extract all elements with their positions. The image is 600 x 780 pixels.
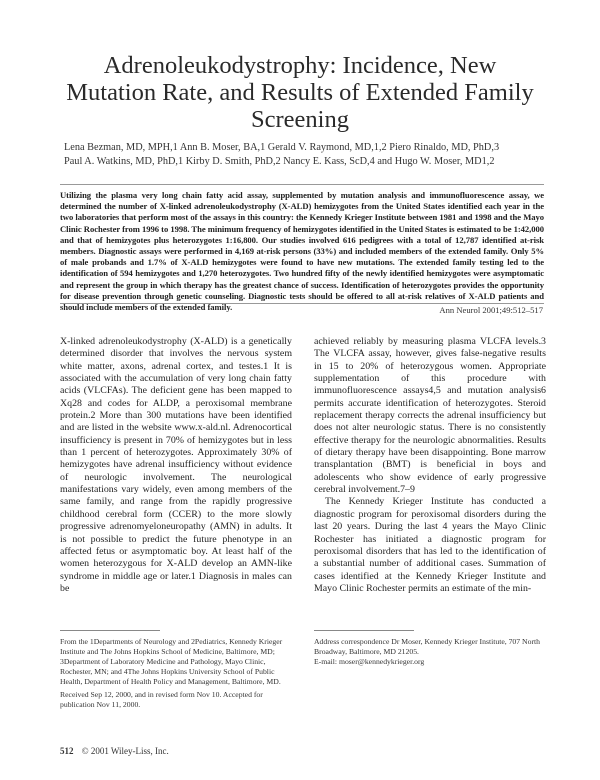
article-title: Adrenoleukodystrophy: Incidence, New Mutation Rate, and Results of Extended Family Screening <box>66 52 534 133</box>
body-paragraph: X-linked adrenoleukodystrophy (X-ALD) is a genetically determined disorder that involves the nervous system white matter, axons, adrenal cortex, and testes.1 It is associated with the accumulation of very long chain fatty acids (VLCFAs). The deficient gene has been mapped to Xq28 and codes for ALDP, a peroxisomal membrane protein.2 More than 300 mutations have been identified and are listed in the website www.x-ald.nl. Adrenocortical insufficiency is present in 70% of hemizygotes but in less than 1 percent of heterozygotes. Approximately 30% of hemizygotes have adrenal insufficiency without evidence of neurologic involvement. The neurological manifestations vary widely, even among members of the same family, and range from the rapidly progressive childhood cerebral form (CCER) to the more slowly progressive adrenomyeloneuropathy (AMN) in adults. It is not possible to predict the future phenotype in an affected fetus or asymptomatic boy. At least half of the women heterozygous for X-ALD develop an AMN-like syndrome in middle age or later.1 Diagnosis in males can be <box>60 336 292 594</box>
affiliations-footnote: From the 1Departments of Neurology and 2Pediatrics, Kennedy Krieger Institute and The Johns Hopkins School of Medicine, Baltimore, MD; 3Department of Laboratory Medicine and Pathology, Mayo Clinic, Rochester, MN; and 4The Johns Hopkins University School of Public Health, Department of Health Policy and Management, Baltimore, MD. <box>60 637 283 686</box>
abstract-text: Utilizing the plasma very long chain fatty acid assay, supplemented by mutation analysis and immunofluorescence assay, we determined the number of X-linked adrenoleukodystrophy (X-ALD) hemizygotes from the United States identified each year in the two laboratories that perform most of the assays in this country: the Kennedy Krieger Institute between 1981 and 1998 and the Mayo Clinic Rochester from 1996 to 1998. The minimum frequency of hemizygotes identified in the United States is estimated to be 1:42,000 and that of hemizygotes plus heterozygotes 1:16,800. Our studies involved 616 pedigrees with a total of 12,787 identified at-risk members. Diagnostic assays were performed in 4,169 at-risk persons (33%) and included members of the extended family. Only 5% of male probands and 1.7% of X-ALD hemizygotes were found to have new mutations. The extended family testing led to the identification of 594 hemizygotes and 1,270 heterozygotes. Two hundred fifty of the newly identified hemizygotes were asymptomatic and represent the group in which therapy has the greatest chance of success. Identification of heterozygotes provides the opportunity for disease prevention through genetic counseling. Diagnostic tests should be offered to all at-risk relatives of X-ALD patients and should include members of the extended family. <box>60 190 544 313</box>
footnotes-right <box>314 637 546 670</box>
footnote-divider-right <box>314 630 414 631</box>
body-paragraph: The Kennedy Krieger Institute has conducted a diagnostic program for peroxisomal disorders during the last 20 years. During the last 4 years the Mayo Clinic Rochester has initiated a diagnostic program for peroxisomal disorders that has led to the identification of a substantial number of additional cases. Summation of cases identified at the Kennedy Krieger Institute and Mayo Clinic Rochester permits an estimate of the min- <box>314 496 546 594</box>
footnotes-left <box>60 637 292 713</box>
page-number: 512 <box>60 746 74 756</box>
body-column-left <box>60 336 292 595</box>
footnote-divider-left <box>60 630 160 631</box>
body-column-right <box>314 336 546 595</box>
copyright-notice: © 2001 Wiley-Liss, Inc. <box>81 746 169 756</box>
authors-line-2: Paul A. Watkins, MD, PhD,1 Kirby D. Smith, PhD,2 Nancy E. Kass, ScD,4 and Hugo W. Moser, MD1,2 <box>64 156 495 167</box>
email-footnote: E-mail: moser@kennedykrieger.org <box>314 657 425 666</box>
authors-line-1: Lena Bezman, MD, MPH,1 Ann B. Moser, BA,1 Gerald V. Raymond, MD,1,2 Piero Rinaldo, MD, PhD,3 <box>64 142 500 153</box>
received-footnote: Received Sep 12, 2000, and in revised form Nov 10. Accepted for publication Nov 11, 2000. <box>60 690 263 709</box>
author-list <box>64 141 544 169</box>
correspondence-footnote: Address correspondence Dr Moser, Kennedy Krieger Institute, 707 North Broadway, Baltimore, MD 21205. <box>314 637 540 656</box>
body-paragraph: achieved reliably by measuring plasma VLCFA levels.3 The VLCFA assay, however, gives false-negative results in 15 to 20% of heterozygous women. Appropriate supplementation of this procedure with immunofluorescence assays4,5 and mutation analysis6 permits accurate identification of heterozygotes. Steroid replacement therapy corrects the adrenal insufficiency but does not alter neurologic status. There is no consistently effective therapy for the neurologic abnormalities. Results of dietary therapy have been disappointing. Bone marrow transplantation (BMT) is beneficial in boys and adolescents who show evidence of early progressive cerebral involvement.7–9 <box>314 336 546 496</box>
journal-citation: Ann Neurol 2001;49:512–517 <box>439 305 543 315</box>
page-footer <box>60 746 169 756</box>
